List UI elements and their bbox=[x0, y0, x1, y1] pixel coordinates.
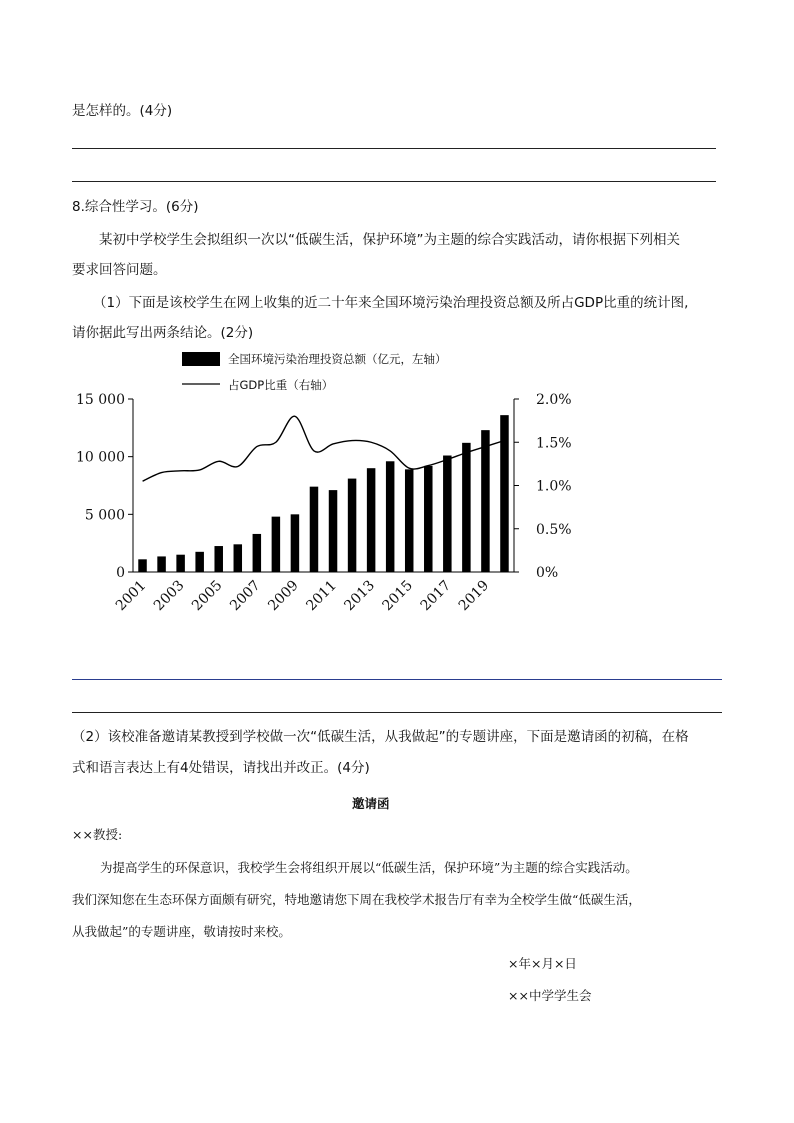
q8-part2-line-1: （2）该校准备邀请某教授到学校做一次“低碳生活，从我做起”的专题讲座，下面是邀请函的初稿，在格 bbox=[72, 729, 689, 745]
letter-body-line-2: 我们深知您在生态环保方面颇有研究，特地邀请您下周在我校学术报告厅有幸为全校学生做“低碳生活， bbox=[72, 892, 641, 907]
investment-bar bbox=[272, 517, 281, 572]
letter-signature: ××中学学生会 bbox=[508, 988, 592, 1003]
right-axis-tick-label: 1.0% bbox=[536, 478, 572, 495]
investment-chart bbox=[0, 340, 794, 640]
investment-bar bbox=[500, 415, 509, 572]
investment-bar bbox=[348, 479, 357, 572]
legend-line-label: 占GDP比重（右轴） bbox=[228, 378, 334, 392]
investment-bar bbox=[214, 546, 223, 572]
left-axis-tick-label: 10 000 bbox=[76, 449, 125, 466]
investment-bar bbox=[443, 456, 452, 572]
q8-intro-line-2: 要求回答问题。 bbox=[72, 262, 167, 278]
investment-bar bbox=[291, 514, 300, 572]
investment-bar bbox=[157, 556, 166, 572]
answer-line-4 bbox=[72, 712, 722, 713]
q8-part2-line-2: 式和语言表达上有4处错误，请找出并改正。(4分) bbox=[72, 760, 370, 776]
left-axis-tick-label: 5 000 bbox=[84, 507, 125, 524]
answer-line-3 bbox=[72, 679, 722, 680]
investment-bar bbox=[367, 468, 376, 572]
legend-bar-swatch bbox=[182, 352, 220, 366]
investment-bar bbox=[405, 469, 414, 572]
left-axis-tick-label: 15 000 bbox=[76, 392, 125, 408]
x-axis-tick-label: 2007 bbox=[227, 577, 264, 615]
q8-part1-line-2: 请你据此写出两条结论。(2分) bbox=[72, 325, 254, 341]
investment-bar bbox=[329, 490, 338, 572]
investment-bar bbox=[462, 443, 471, 572]
investment-bar bbox=[424, 466, 433, 572]
x-axis-tick-label: 2001 bbox=[112, 577, 150, 615]
letter-body-line-1: 为提高学生的环保意识，我校学生会将组织开展以“低碳生活，保护环境”为主题的综合实践活动。 bbox=[100, 860, 638, 875]
letter-body-line-3: 从我做起”的专题讲座，敬请按时来校。 bbox=[72, 924, 291, 939]
investment-bar bbox=[176, 555, 185, 572]
answer-line-2 bbox=[72, 181, 716, 182]
x-axis-tick-label: 2017 bbox=[417, 577, 455, 615]
investment-bar bbox=[386, 461, 395, 572]
x-axis-tick-label: 2009 bbox=[265, 577, 302, 615]
x-axis-tick-label: 2005 bbox=[189, 577, 226, 615]
answer-line-1 bbox=[72, 148, 716, 149]
letter-salutation: ××教授: bbox=[72, 827, 123, 842]
investment-bar bbox=[234, 544, 243, 572]
x-axis-tick-label: 2003 bbox=[150, 577, 188, 615]
q7-tail-text: 是怎样的。(4分) bbox=[72, 103, 173, 119]
x-axis-tick-label: 2019 bbox=[455, 577, 493, 615]
letter-title: 邀请函 bbox=[352, 796, 390, 811]
x-axis-tick-label: 2013 bbox=[341, 577, 378, 615]
left-axis-tick-label: 0 bbox=[116, 565, 125, 581]
investment-bar bbox=[253, 534, 262, 572]
right-axis-tick-label: 0.5% bbox=[536, 521, 572, 538]
x-axis-tick-label: 2011 bbox=[303, 577, 340, 615]
investment-bar bbox=[138, 559, 147, 572]
investment-bar bbox=[195, 552, 204, 572]
right-axis-tick-label: 1.5% bbox=[536, 435, 572, 452]
q8-part1-line-1: （1）下面是该校学生在网上收集的近二十年来全国环境污染治理投资总额及所占GDP比重的统计图, bbox=[93, 295, 689, 311]
letter-date: ×年×月×日 bbox=[508, 956, 577, 971]
investment-bar bbox=[481, 430, 490, 572]
x-axis-tick-label: 2015 bbox=[379, 577, 417, 615]
q8-intro-line-1: 某初中学校学生会拟组织一次以“低碳生活，保护环境”为主题的综合实践活动，请你根据下列相关 bbox=[99, 232, 680, 248]
right-axis-tick-label: 2.0% bbox=[536, 392, 572, 408]
q8-heading: 8.综合性学习。(6分) bbox=[72, 199, 199, 215]
legend-bar-label: 全国环境污染治理投资总额（亿元，左轴） bbox=[228, 352, 447, 366]
investment-bar bbox=[310, 487, 319, 572]
right-axis-tick-label: 0% bbox=[536, 565, 559, 581]
